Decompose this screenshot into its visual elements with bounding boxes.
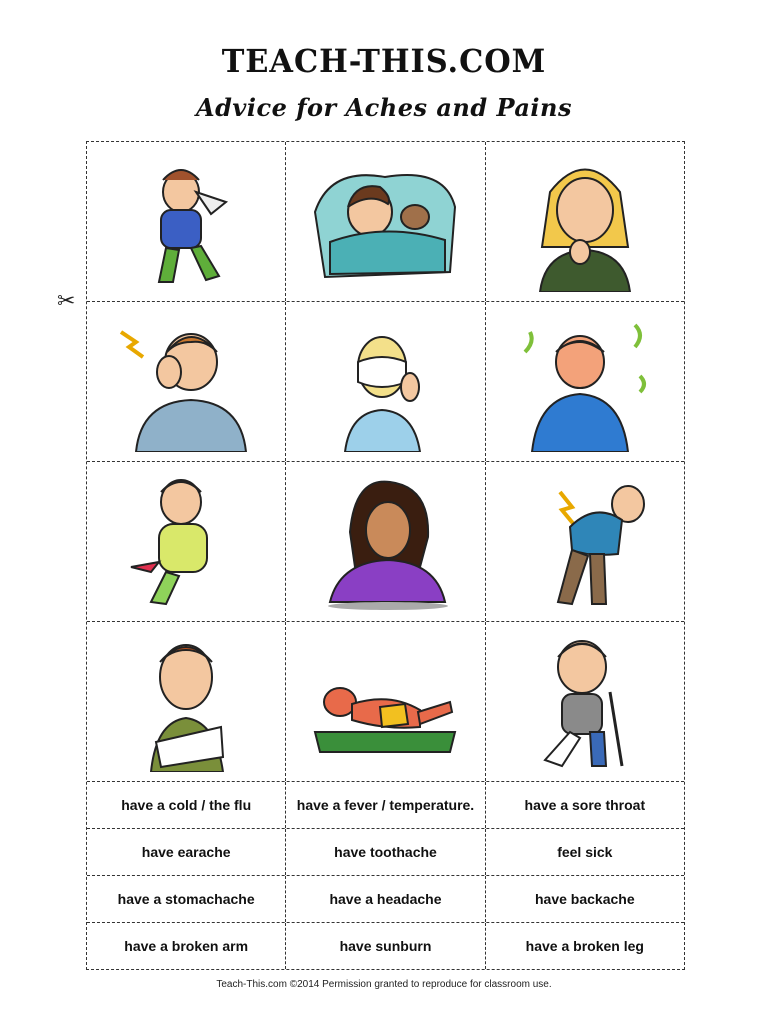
man-holding-ear-icon — [111, 312, 261, 452]
picture-card — [286, 622, 485, 781]
label-row — [87, 782, 684, 829]
phrase-card: have a sore throat — [524, 797, 646, 813]
phrase-card: have backache — [535, 891, 635, 907]
woman-toothache-bandage-icon — [310, 312, 460, 452]
boy-broken-leg-crutches-icon — [510, 632, 660, 772]
phrase-card: have toothache — [286, 829, 485, 875]
picture-row — [87, 302, 684, 462]
phrase-card: have sunburn — [286, 923, 485, 969]
phrase-card: have a broken leg — [525, 938, 644, 954]
phrase-card: have a headache — [286, 876, 485, 922]
man-feeling-sick-icon — [510, 312, 660, 452]
picture-card — [486, 622, 684, 781]
picture-card — [486, 462, 684, 621]
phrase-card: have a cold / the flu — [87, 782, 286, 828]
child-in-bed-fever-icon — [310, 152, 460, 292]
picture-row — [87, 142, 684, 302]
picture-card — [87, 462, 286, 621]
site-title: TEACH-THIS.COM — [221, 42, 547, 80]
woman-holding-throat-icon — [510, 152, 660, 292]
picture-row — [87, 462, 684, 622]
picture-card — [286, 462, 485, 621]
picture-card — [87, 622, 286, 781]
phrase-card: have earache — [87, 829, 286, 875]
man-sunburn-lying-icon — [310, 632, 460, 772]
picture-card — [286, 142, 485, 301]
phrase-card: have a broken arm — [87, 923, 286, 969]
woman-headache-icon — [310, 472, 460, 612]
phrase-card: have a stomachache — [87, 876, 286, 922]
man-backache-icon — [510, 472, 660, 612]
man-broken-arm-sling-icon — [111, 632, 261, 772]
label-row — [87, 876, 684, 923]
scissors-icon: ✂ — [57, 289, 76, 314]
phrase-card: feel sick — [557, 844, 613, 860]
worksheet-title: Advice for Aches and Pains — [195, 93, 573, 122]
boy-stomachache-icon — [111, 472, 261, 612]
picture-row — [87, 622, 684, 782]
label-row — [87, 829, 684, 876]
card-grid — [86, 141, 685, 970]
label-row — [87, 923, 684, 969]
picture-card — [87, 302, 286, 461]
phrase-card: have a fever / temperature. — [286, 782, 485, 828]
picture-card — [486, 302, 684, 461]
picture-card — [87, 142, 286, 301]
man-sneezing-icon — [111, 152, 261, 292]
picture-card — [286, 302, 485, 461]
picture-card — [486, 142, 684, 301]
copyright-footer: Teach-This.com ©2014 Permission granted to reproduce for classroom use. — [216, 979, 552, 990]
